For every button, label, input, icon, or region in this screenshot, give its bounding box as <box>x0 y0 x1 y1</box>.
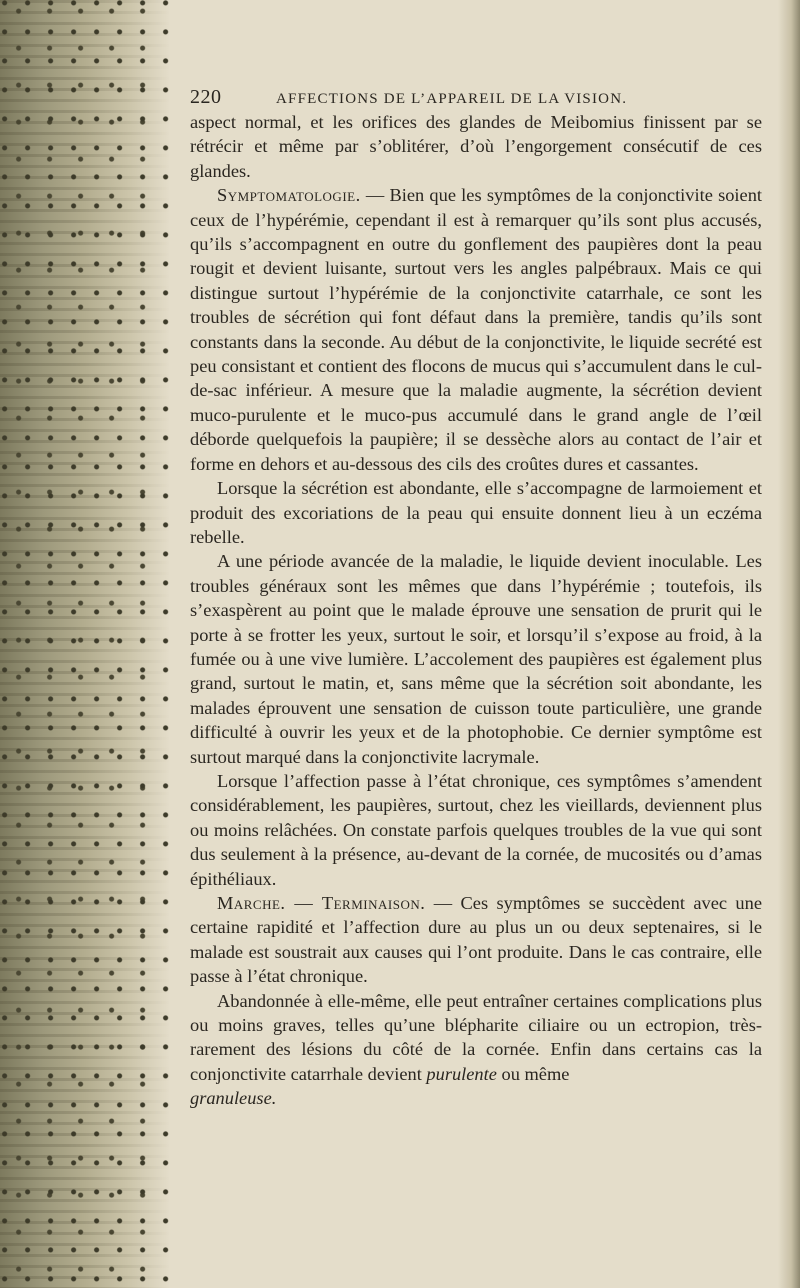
paragraph-marche-text: — Ces symptômes se succèdent avec une certaine rapidité et l’affection dure au plus un ou deux septenaires, si le malade est soustrait aux causes qui l’ont produite. Dans le cas contraire, elle passe à l’état chronique. <box>190 893 762 987</box>
paragraph-1 <box>190 110 762 183</box>
emphasis-purulente: purulente <box>426 1063 497 1084</box>
running-head <box>190 86 762 108</box>
paragraph-symptomatologie <box>190 183 762 476</box>
paragraph-5 <box>190 769 762 891</box>
paragraph-7-text: Abandonnée à elle-même, elle peut entraîner certaines complications plus ou moins graves, telles qu’une blépharite ciliaire ou un ectropion, très-rarement des lésions du côté de la cornée. Enfin dans certains cas la conjonctivite catarrhale devient <box>190 990 762 1084</box>
binding-gutter <box>0 0 170 1288</box>
paragraph-3 <box>190 476 762 549</box>
emphasis-granuleuse: granuleuse. <box>190 1088 277 1109</box>
paragraph-5-text: Lorsque l’affection passe à l’état chronique, ces symptômes s’amendent considérablement, les paupières, surtout, chez les vieillards, deviennent plus ou moins relâchées. On constate parfois quelques troubles de la vue qui sont dus seulement à la présence, au-devant de la cornée, de mucosités ou d’amas épithéliaux. <box>190 770 762 889</box>
page-number: 220 <box>190 86 222 108</box>
body-text <box>190 110 762 1111</box>
book-page <box>190 86 762 1111</box>
running-head-title: AFFECTIONS DE L’APPAREIL DE LA VISION. <box>276 91 628 107</box>
paragraph-4-text: A une période avancée de la maladie, le liquide devient inoculable. Les troubles généraux sont les mêmes que dans l’hypérémie ; toutefois, ils s’exaspèrent au point que le malade éprouve une sensation de prurit qui le porte à se frotter les yeux, surtout le soir, et lorsqu’il s’expose au froid, à la fumée ou à une vive lumière. L’accolement des paupières est également plus grand, surtout le matin, et, sans même que la sécrétion soit abondante, les malades éprouvent une sensation de cuisson toute particulière, une grande difficulté à ouvrir les yeux et de la photophobie. Ce dernier symptôme est surtout marqué dans la conjonctivite lacrymale. <box>190 551 762 767</box>
section-heading-symptomatologie: Symptomatologie. <box>217 185 361 206</box>
section-heading-marche: Marche. — Terminaison. <box>217 893 426 913</box>
page-edge-shadow <box>778 0 800 1288</box>
paragraph-1-text: aspect normal, et les orifices des glandes de Meibomius finissent par se rétrécir et même par s’oblitérer, d’où l’engorgement consécutif de ces glandes. <box>190 112 762 181</box>
paragraph-marche <box>190 891 762 989</box>
paragraph-symptomatologie-text: — Bien que les symptômes de la conjonctivite soient ceux de l’hypérémie, cependant il est à remarquer qu’ils sont plus accusés, qu’ils s’accompagnent en outre du gonflement des paupières dont la peau rougit et devient luisante, surtout vers les angles palpébraux. Mais ce qui distingue surtout l’hypérémie de la conjonctivite catarrhale, ce sont les troubles de sécrétion qui font défaut dans la première, tandis qu’ils sont constants dans la seconde. Au début de la conjonctivite, le liquide secrété est peu consistant et contient des flocons de mucus qui s’accumulent dans le cul-de-sac inférieur. A mesure que la maladie augmente, la sécrétion devient muco-purulente et le muco-pus accumulé dans le grand angle de l’œil déborde quelquefois la paupière; il se dessèche alors au contact de l’air et forme en dehors et au-dessous des cils des croûtes dures et cassantes. <box>190 185 762 474</box>
paragraph-4 <box>190 549 762 769</box>
paragraph-3-text: Lorsque la sécrétion est abondante, elle s’accompagne de larmoiement et produit des excoriations de la peau qui ensuite donnent lieu à un eczéma rebelle. <box>190 478 762 547</box>
paragraph-7 <box>190 989 762 1111</box>
paragraph-7-middle: ou même <box>496 1063 570 1084</box>
